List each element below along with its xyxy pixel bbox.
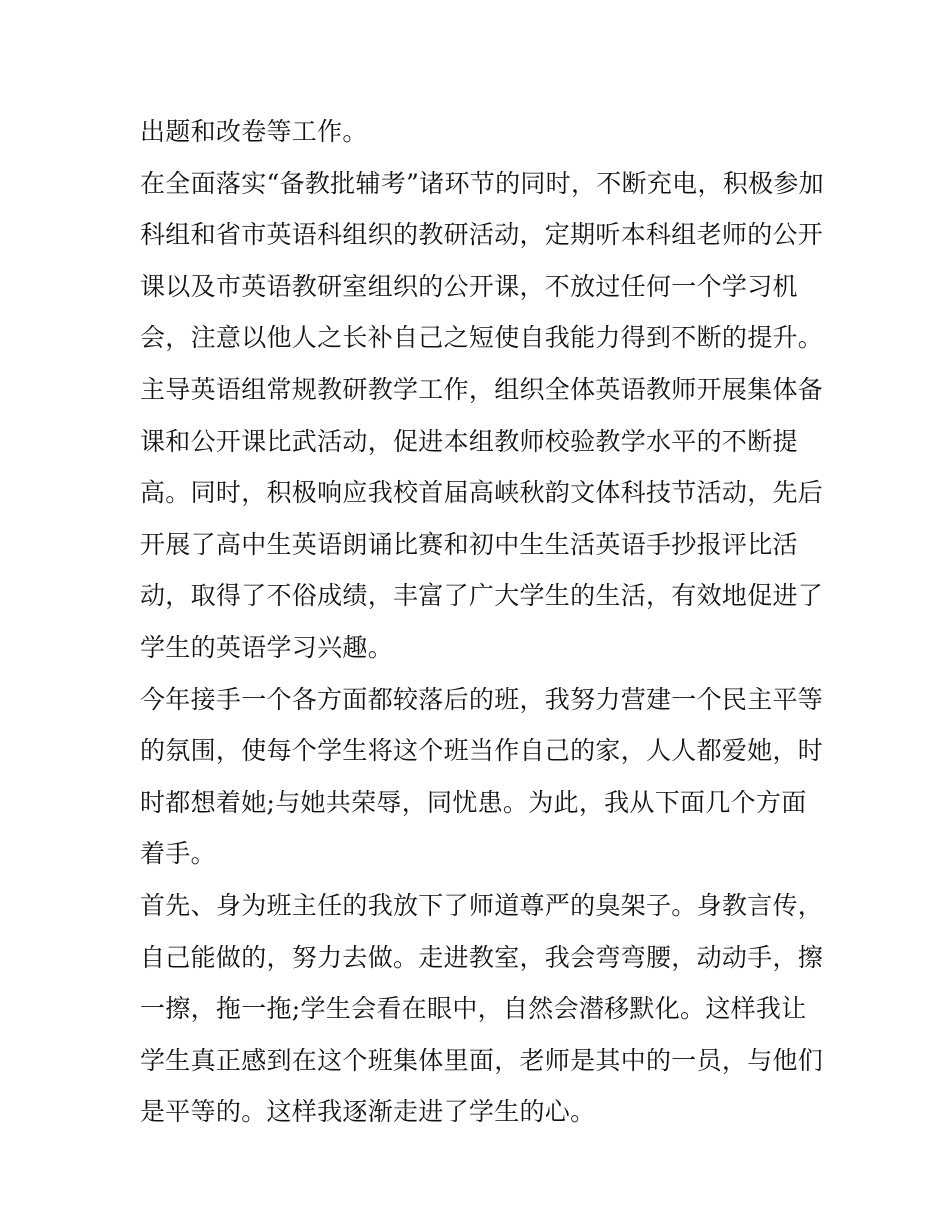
text-line: 在全面落实“备教批辅考”诸环节的同时，不断充电，积极参加 <box>140 168 824 198</box>
text-line: 课以及市英语教研室组织的公开课，不放过任何一个学习机 <box>140 271 798 301</box>
text-line: 是平等的。这样我逐渐走进了学生的心。 <box>140 1097 596 1127</box>
document-body <box>140 106 824 1138</box>
text-line: 一擦，拖一拖;学生会看在眼中，自然会潜移默化。这样我让 <box>140 994 807 1024</box>
text-line: 学生真正感到在这个班集体里面，老师是其中的一员，与他们 <box>140 1045 824 1075</box>
text-line: 会，注意以他人之长补自己之短使自我能力得到不断的提升。 <box>140 323 824 353</box>
text-line: 开展了高中生英语朗诵比赛和初中生生活英语手抄报评比活 <box>140 529 798 559</box>
text-line: 科组和省市英语科组织的教研活动，定期听本科组老师的公开 <box>140 220 824 250</box>
text-line: 动，取得了不俗成绩，丰富了广大学生的生活，有效地促进了 <box>140 581 824 611</box>
text-line: 出题和改卷等工作。 <box>140 117 368 146</box>
text-line: 今年接手一个各方面都较落后的班，我努力营建一个民主平等 <box>140 684 824 714</box>
text-line: 主导英语组常规教研教学工作，组织全体英语教师开展集体备 <box>140 374 824 404</box>
text-line: 时都想着她;与她共荣辱，同忧患。为此，我从下面几个方面 <box>140 787 807 817</box>
text-line: 着手。 <box>140 839 216 869</box>
text-line: 课和公开课比武活动，促进本组教师校验教学水平的不断提 <box>140 426 798 456</box>
text-line: 首先、身为班主任的我放下了师道尊严的臭架子。身教言传， <box>140 890 824 920</box>
text-line: 的氛围，使每个学生将这个班当作自己的家，人人都爱她，时 <box>140 736 824 766</box>
text-line: 学生的英语学习兴趣。 <box>140 632 394 662</box>
text-line: 自己能做的，努力去做。走进教室，我会弯弯腰，动动手，擦 <box>140 942 824 972</box>
text-line: 高。同时，积极响应我校首届高峡秋韵文体科技节活动，先后 <box>140 478 824 508</box>
